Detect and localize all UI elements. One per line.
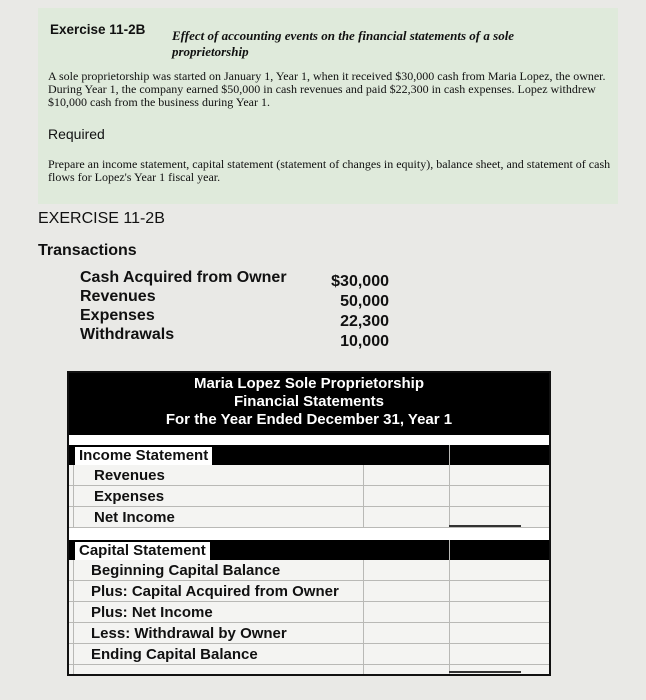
exercise-title: Effect of accounting events on the financial statements of a sole proprietorship (172, 28, 515, 59)
transaction-label: Withdrawals (80, 326, 175, 343)
grid-line (449, 540, 450, 674)
capital-statement-heading: Capital Statement (69, 540, 549, 560)
grid-line (73, 465, 74, 528)
table-row (69, 486, 549, 507)
transaction-value: $30,000 (331, 273, 389, 290)
required-label: Required (48, 126, 105, 142)
grid-line (363, 560, 364, 674)
transaction-label: Cash Acquired from Owner (80, 269, 287, 286)
table-row (69, 602, 549, 623)
total-underline (449, 671, 521, 673)
grid-line (363, 465, 364, 528)
row-label: Less: Withdrawal by Owner (91, 625, 287, 642)
table-row (69, 623, 549, 644)
row-label: Plus: Capital Acquired from Owner (91, 583, 339, 600)
transaction-labels (80, 268, 287, 344)
table-row (69, 581, 549, 602)
total-underline (449, 525, 521, 527)
statements-subtitle: Financial Statements (233, 393, 385, 410)
exercise-prompt (38, 8, 618, 204)
row-label: Net Income (94, 509, 175, 526)
spacer-row (69, 435, 549, 445)
required-text: Prepare an income statement, capital statement (statement of changes in equity), balance sheet, and statement of cash flows for Lopez's Year 1 fiscal year. (48, 157, 611, 184)
exercise-label: Exercise 11-2B (50, 22, 146, 37)
worksheet-title: EXERCISE 11-2B (38, 210, 165, 227)
table-row (69, 560, 549, 581)
statements-header (69, 373, 549, 435)
table-row (69, 644, 549, 665)
transaction-value: 50,000 (340, 293, 389, 310)
transaction-value: 22,300 (340, 313, 389, 330)
statements-period: For the Year Ended December 31, Year 1 (165, 411, 453, 428)
income-statement-heading: Income Statement (69, 445, 549, 465)
grid-line (73, 560, 74, 674)
transaction-label: Expenses (80, 307, 155, 324)
row-label: Beginning Capital Balance (91, 562, 281, 579)
spacer-row (69, 528, 549, 540)
row-label: Plus: Net Income (91, 604, 213, 621)
transaction-label: Revenues (80, 288, 156, 305)
financial-statements-table (67, 371, 551, 676)
grid-line (449, 445, 450, 528)
row-label: Revenues (94, 467, 165, 484)
transactions-heading: Transactions (38, 242, 137, 259)
exercise-body: A sole proprietorship was started on January 1, Year 1, when it received $30,000 cash from Maria Lopez, the owner. During Year 1, the company earned $50,000 in cash revenues and paid $22,300 in cash expenses. Lopez withdrew $10,000 cash from the business during Year 1. (48, 69, 606, 109)
company-name: Maria Lopez Sole Proprietorship (193, 375, 425, 392)
row-label: Ending Capital Balance (91, 646, 258, 663)
transaction-value: 10,000 (340, 333, 389, 350)
transaction-values (300, 272, 389, 352)
row-label: Expenses (94, 488, 165, 505)
table-row (69, 465, 549, 486)
